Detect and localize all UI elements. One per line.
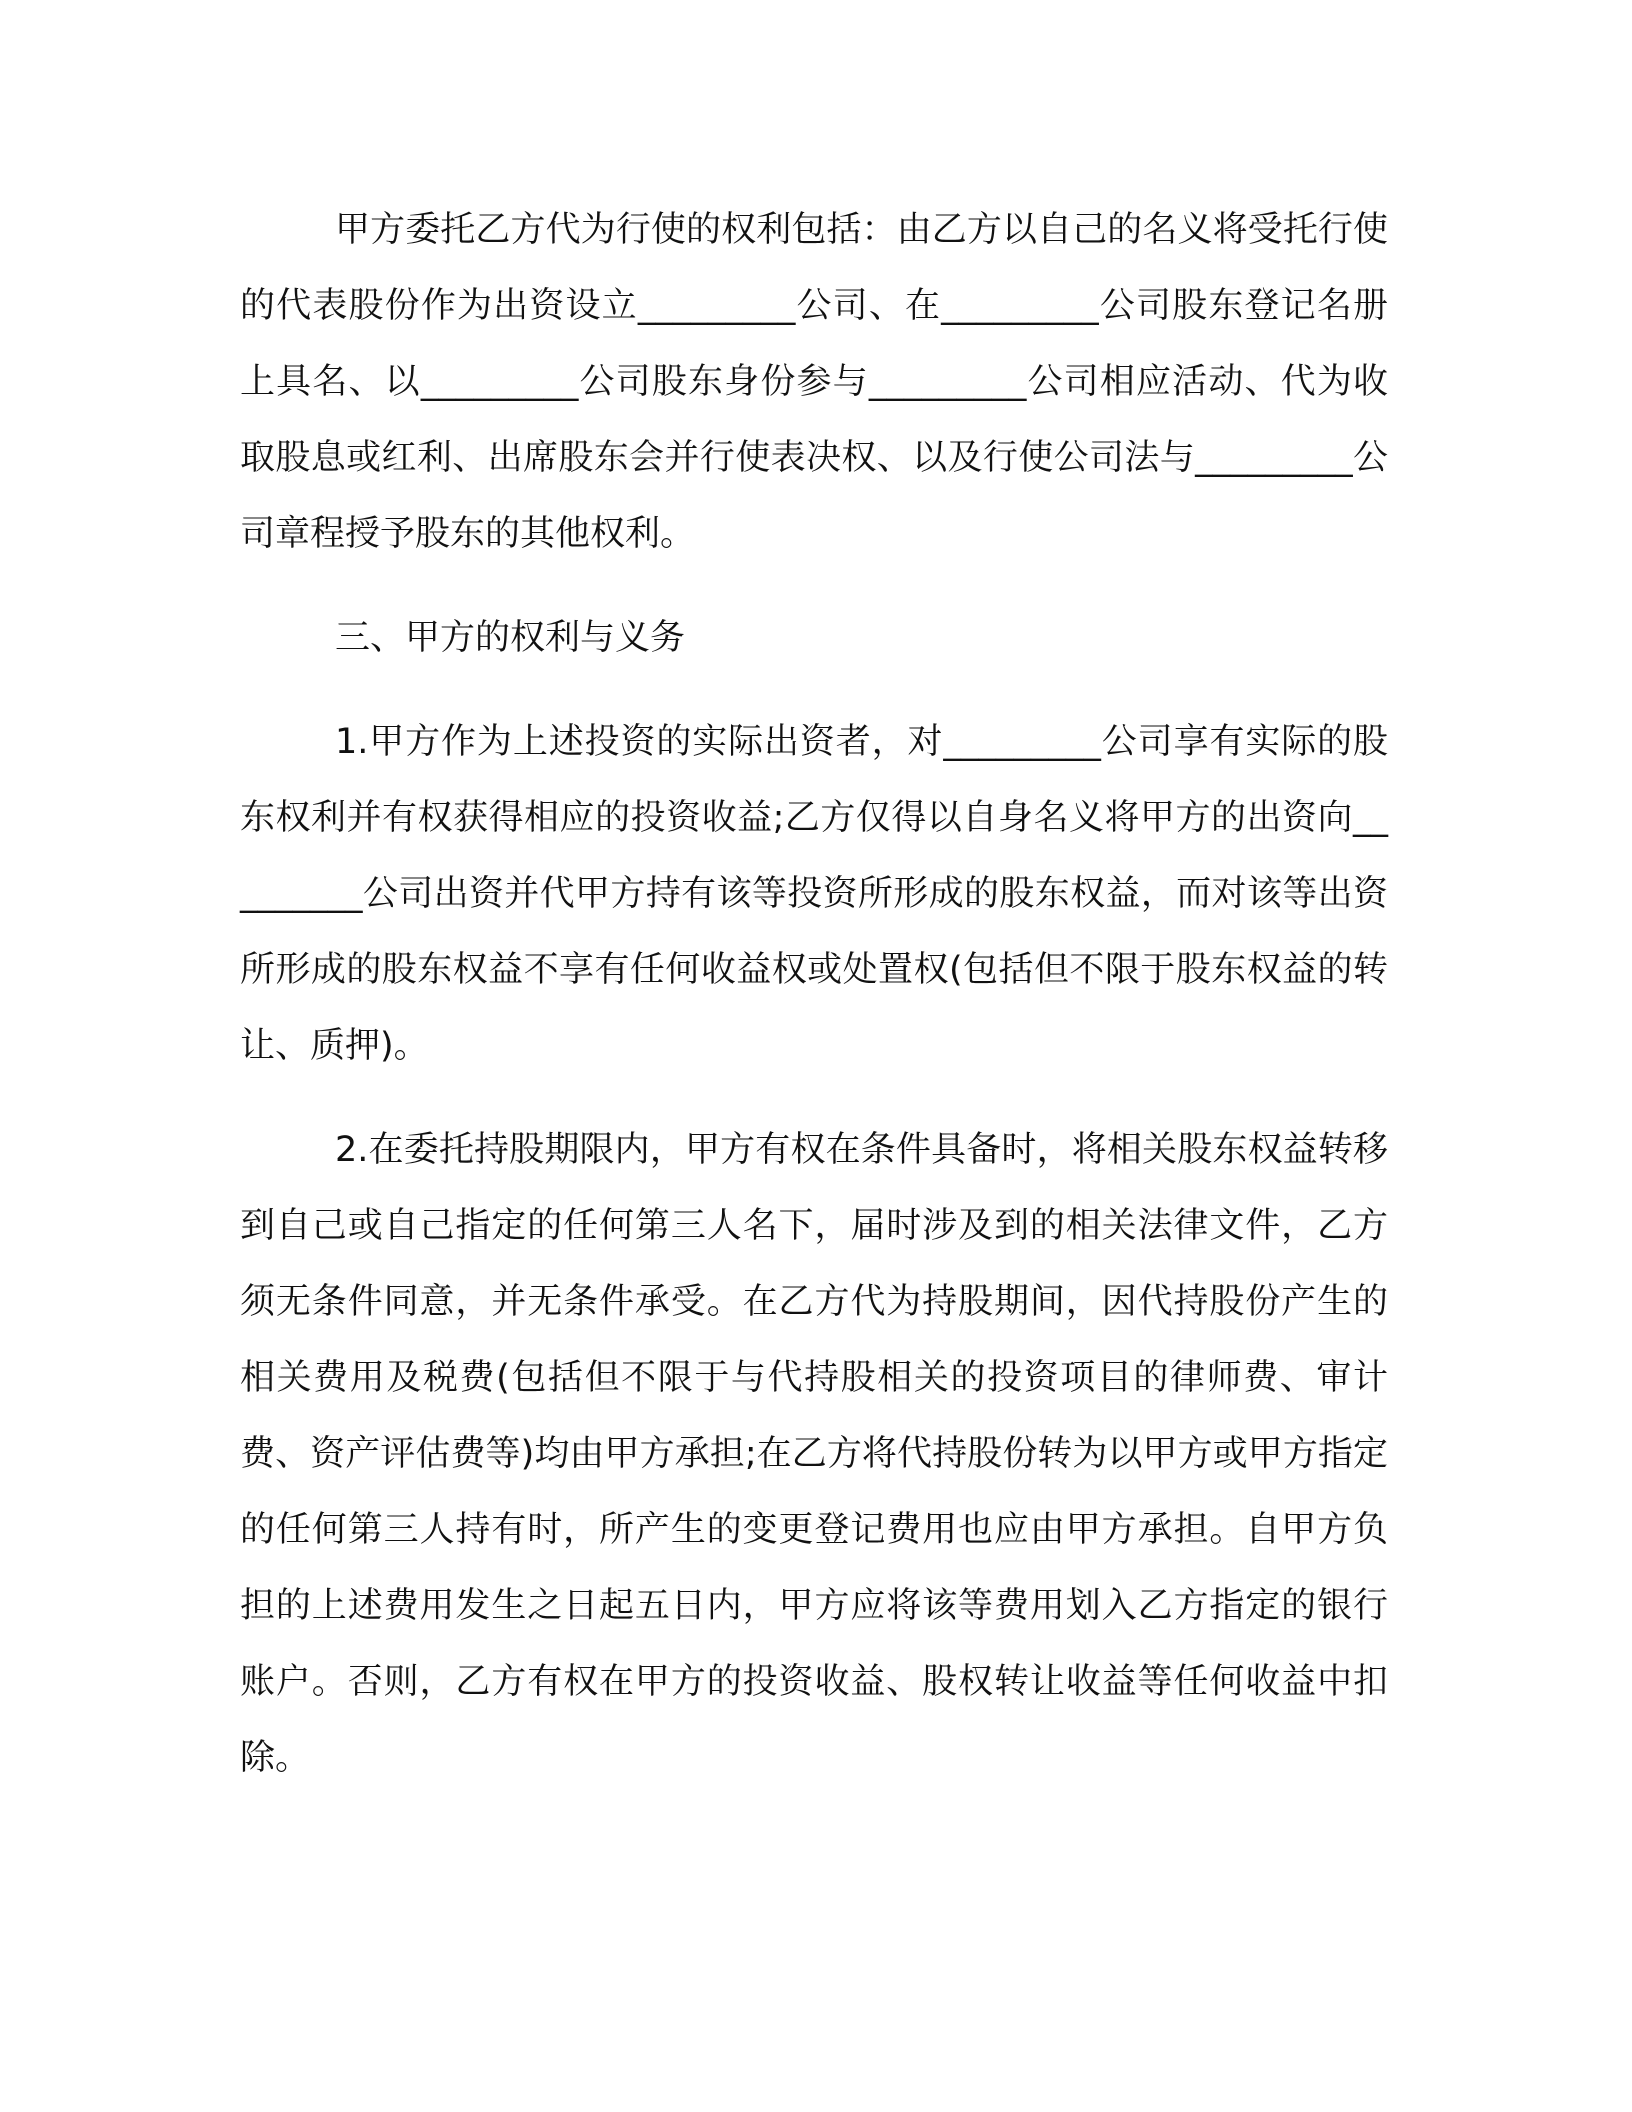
paragraph-entrusted-rights: 甲方委托乙方代为行使的权利包括：由乙方以自己的名义将受托行使的代表股份作为出资设立_________公司、在_________公司股东登记名册上具名、以_________公司股东身份参与_________公司相应活动、代为收取股息或红利、出席股东会并行使表决权、以及行使公司法与_________公司章程授予股东的其他权利。 xyxy=(240,210,1388,554)
clause-2: 2.在委托持股期限内，甲方有权在条件具备时，将相关股东权益转移到自己或自己指定的任何第三人名下，届时涉及到的相关法律文件，乙方须无条件同意，并无条件承受。在乙方代为持股期间，因代持股份产生的相关费用及税费(包括但不限于与代持股相关的投资项目的律师费、审计费、资产评估费等)均由甲方承担;在乙方将代持股份转为以甲方或甲方指定的任何第三人持有时，所产生的变更登记费用也应由甲方承担。自甲方负担的上述费用发生之日起五日内，甲方应将该等费用划入乙方指定的银行账户。否则，乙方有权在甲方的投资收益、股权转让收益等任何收益中扣除。 xyxy=(240,1130,1388,1778)
section-heading: 三、甲方的权利与义务 xyxy=(335,618,686,658)
document-body xyxy=(240,192,1388,1796)
clause-1: 1.甲方作为上述投资的实际出资者，对_________公司享有实际的股东权利并有权获得相应的投资收益;乙方仅得以自身名义将甲方的出资向_________公司出资并代甲方持有该等投资所形成的股东权益，而对该等出资所形成的股东权益不享有任何收益权或处置权(包括但不限于股东权益的转让、质押)。 xyxy=(240,722,1388,1066)
